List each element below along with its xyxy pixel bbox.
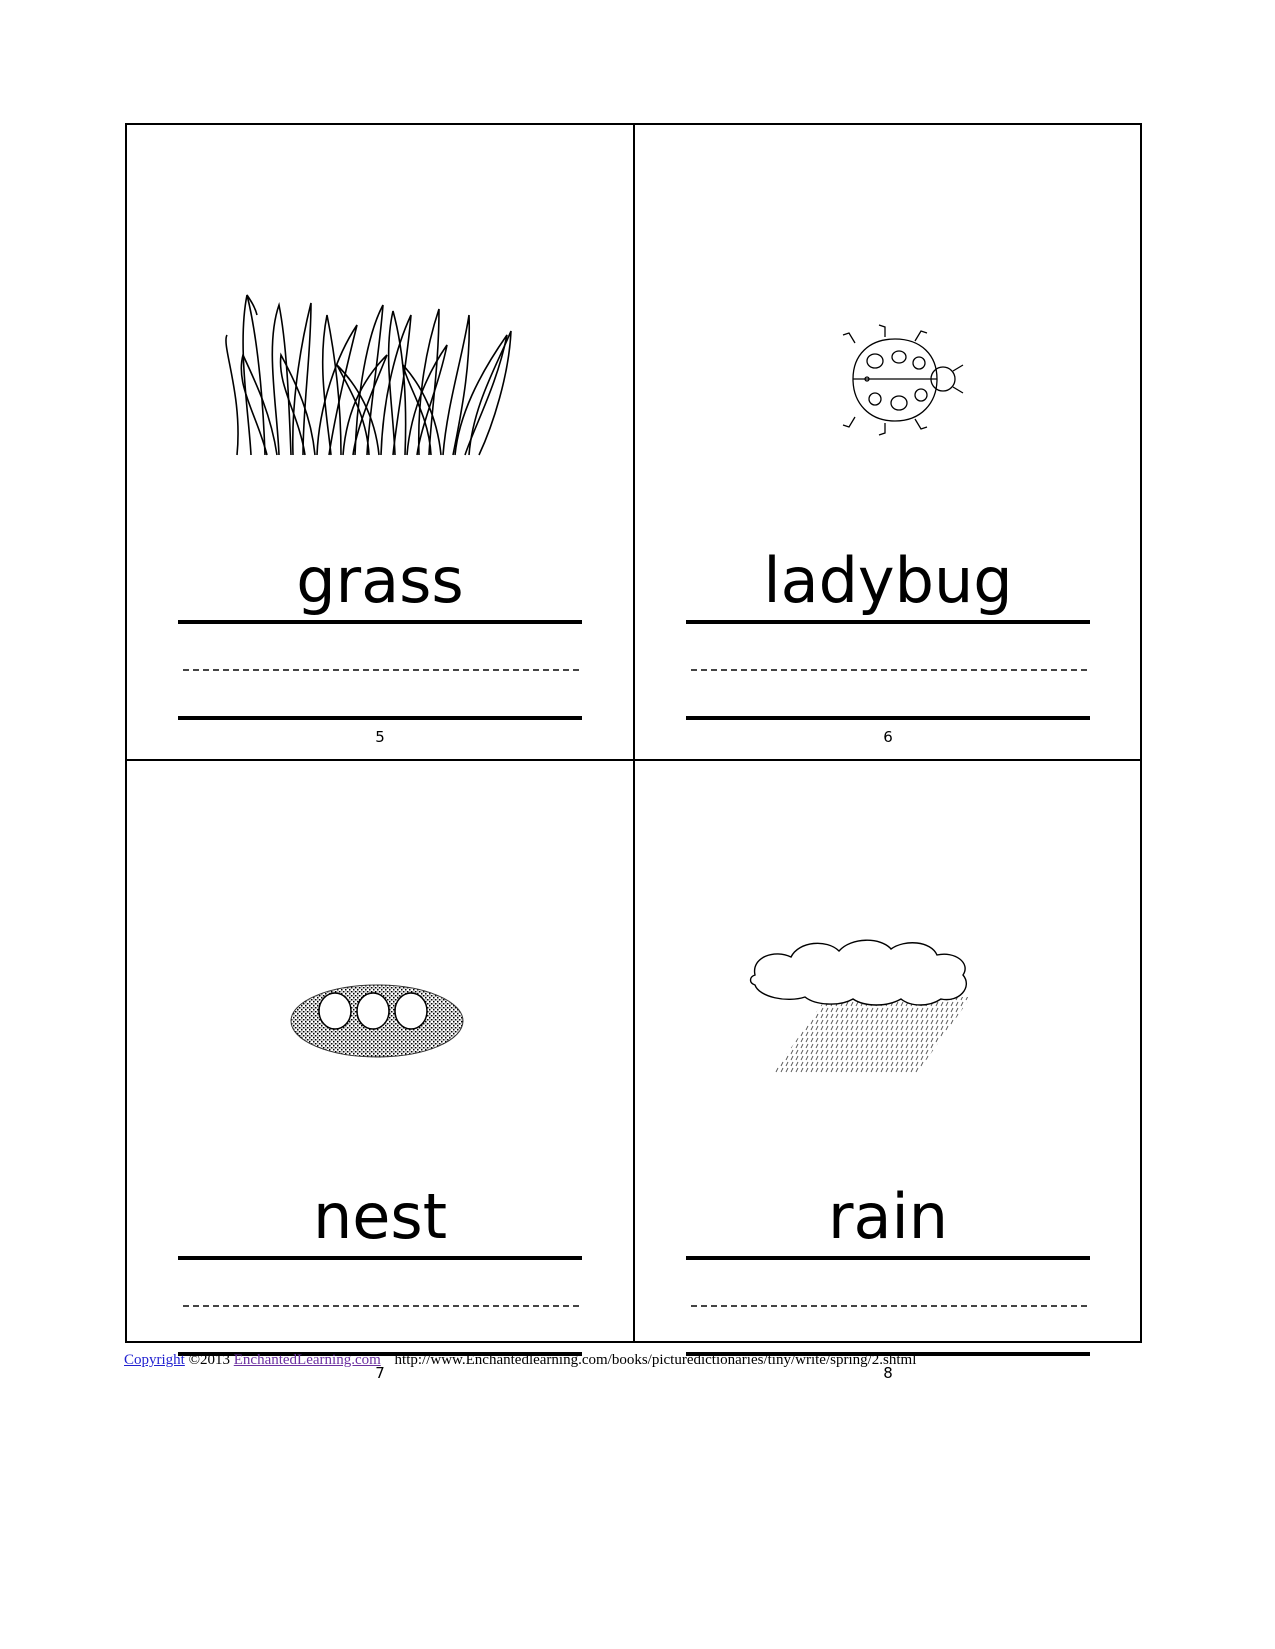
grass-icon	[207, 275, 553, 475]
ladybug-icon	[715, 275, 1061, 475]
rain-cloud-icon	[715, 911, 1061, 1111]
page-number: 6	[883, 728, 893, 746]
writing-line-top	[178, 1256, 582, 1260]
card-word: grass	[296, 544, 464, 617]
page-url: http://www.Enchantedlearning.com/books/picturedictionaries/tiny/write/spring/2.shtml	[394, 1352, 917, 1368]
card-nest	[127, 761, 633, 1393]
writing-line-top	[178, 620, 582, 624]
card-ladybug	[635, 125, 1141, 757]
card-word: nest	[312, 1180, 448, 1253]
card-grass	[127, 125, 633, 757]
writing-line-top	[686, 1256, 1090, 1260]
writing-line-dashed	[691, 669, 1087, 671]
copyright-year: ©2013	[188, 1352, 230, 1368]
writing-line-dashed	[183, 1305, 579, 1307]
copyright-link[interactable]: Copyright	[124, 1352, 185, 1368]
writing-line-top	[686, 620, 1090, 624]
writing-line-dashed	[183, 669, 579, 671]
card-rain	[635, 761, 1141, 1393]
writing-line-bottom	[686, 716, 1090, 720]
footer	[124, 1352, 916, 1369]
writing-line-dashed	[691, 1305, 1087, 1307]
site-link[interactable]: EnchantedLearning.com	[233, 1352, 381, 1368]
card-word: rain	[827, 1180, 948, 1253]
page-number: 8	[883, 1364, 893, 1382]
page-number: 7	[375, 1364, 385, 1382]
card-word: ladybug	[763, 544, 1013, 617]
page-number: 5	[375, 728, 385, 746]
nest-icon	[207, 911, 553, 1111]
writing-line-bottom	[178, 716, 582, 720]
